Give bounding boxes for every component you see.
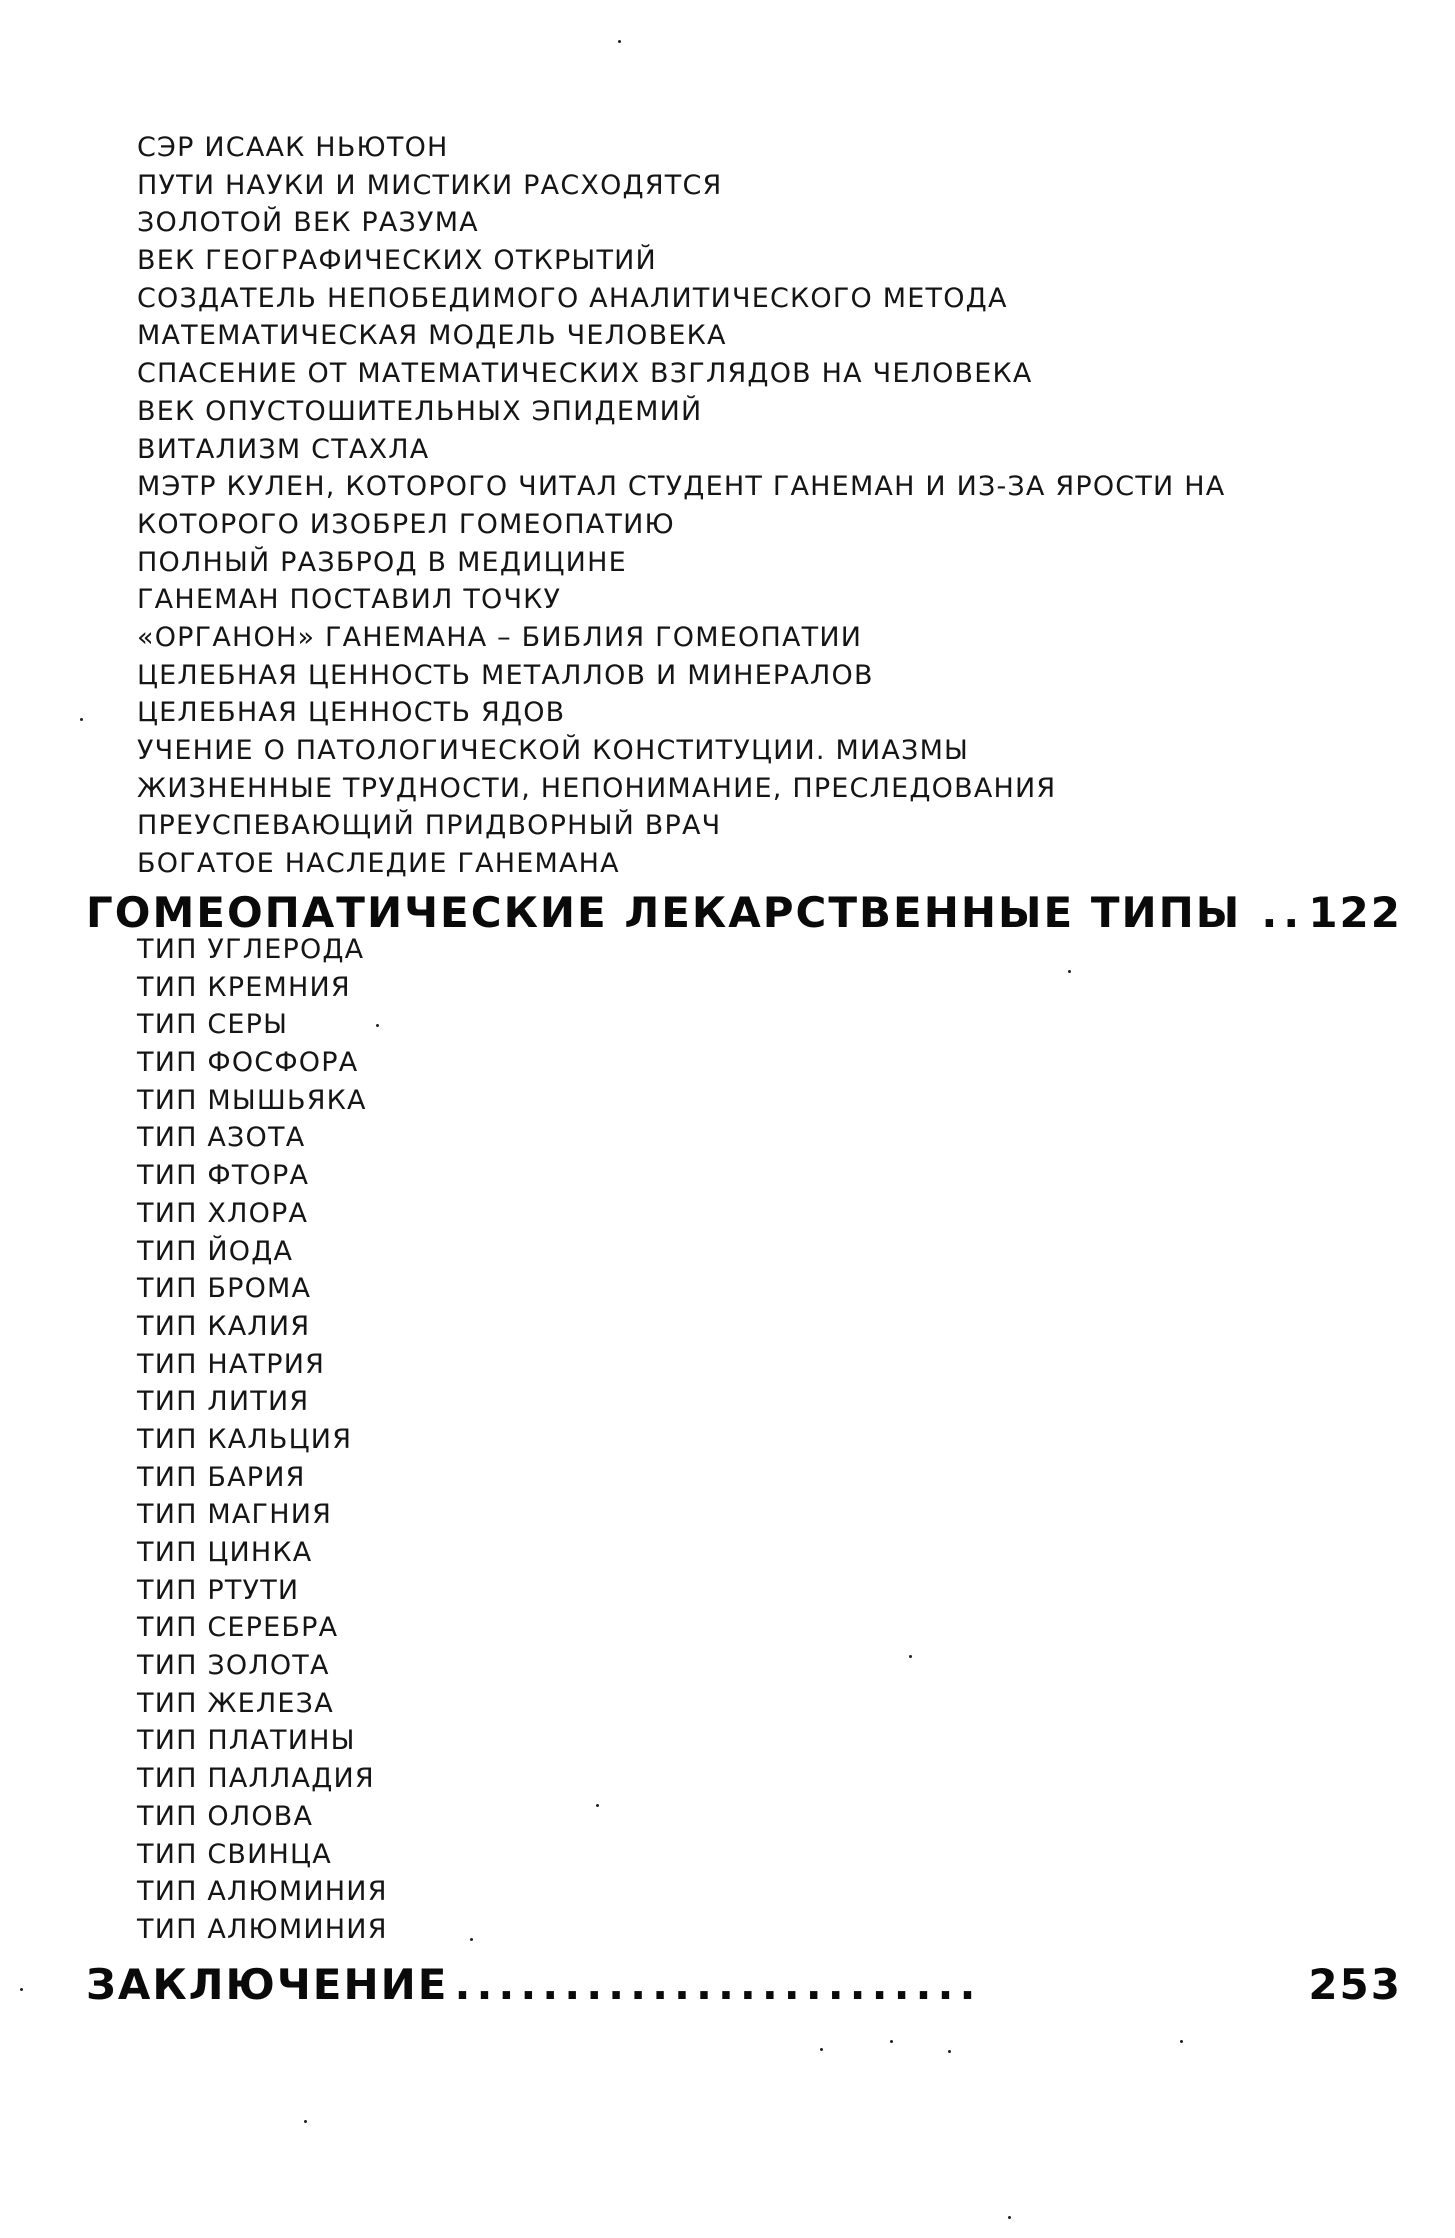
toc-entry: ТИП КАЛИЯ: [137, 1310, 311, 1342]
toc-entry: ТИП ПАЛЛАДИЯ: [137, 1763, 375, 1795]
chapter-leader-dots: ..: [1261, 888, 1306, 937]
toc-entry: СПАСЕНИЕ ОТ МАТЕМАТИЧЕСКИХ ВЗГЛЯДОВ НА ЧЕЛОВЕКА: [137, 358, 1033, 390]
chapter-page-number: 122: [1308, 888, 1402, 937]
toc-entry: ТИП БРОМА: [137, 1273, 312, 1305]
toc-entry: ПРЕУСПЕВАЮЩИЙ ПРИДВОРНЫЙ ВРАЧ: [137, 810, 722, 842]
toc-entry: ГАНЕМАН ПОСТАВИЛ ТОЧКУ: [137, 584, 562, 616]
toc-entry: ТИП ПЛАТИНЫ: [137, 1725, 356, 1757]
toc-entry: ТИП СЕРЫ: [137, 1009, 289, 1041]
toc-entry: УЧЕНИЕ О ПАТОЛОГИЧЕСКОЙ КОНСТИТУЦИИ. МИАЗМЫ: [137, 735, 970, 766]
toc-entry: ЖИЗНЕННЫЕ ТРУДНОСТИ, НЕПОНИМАНИЕ, ПРЕСЛЕДОВАНИЯ: [137, 772, 1057, 804]
toc-entry: ТИП АЛЮМИНИЯ: [137, 1876, 388, 1908]
toc-entry: ТИП ЦИНКА: [137, 1537, 313, 1568]
toc-entry: ЗОЛОТОЙ ВЕК РАЗУМА: [137, 207, 479, 239]
scan-speck: [20, 1988, 23, 1991]
toc-entry: ПУТИ НАУКИ И МИСТИКИ РАСХОДЯТСЯ: [137, 169, 723, 201]
toc-entry: ТИП ФОСФОРА: [137, 1047, 359, 1079]
toc-entry: ТИП ЗОЛОТА: [137, 1650, 330, 1682]
toc-entry: ТИП КАЛЬЦИЯ: [137, 1423, 353, 1455]
chapter-page-number: 253: [1308, 1960, 1402, 2009]
chapter-leader-dots: ........................: [454, 1960, 982, 2009]
toc-section-list: [137, 129, 1225, 883]
toc-entry: ЦЕЛЕБНАЯ ЦЕННОСТЬ МЕТАЛЛОВ И МИНЕРАЛОВ: [137, 659, 874, 691]
scan-speck: [820, 2048, 823, 2051]
toc-entry: МЭТР КУЛЕН, КОТОРОГО ЧИТАЛ СТУДЕНТ ГАНЕМАН И ИЗ-ЗА ЯРОСТИ НА: [137, 471, 1226, 503]
scan-speck: [948, 2050, 951, 2053]
toc-entry: ТИП АЛЮМИНИЯ: [137, 1913, 388, 1945]
toc-entry: ТИП ЙОДА: [137, 1235, 294, 1267]
toc-entry: ТИП НАТРИЯ: [137, 1348, 326, 1380]
scan-speck: [1068, 970, 1071, 973]
toc-entry: ПОЛНЫЙ РАЗБРОД В МЕДИЦИНЕ: [137, 546, 627, 578]
scan-speck: [304, 2120, 307, 2123]
scan-speck: [909, 1655, 912, 1658]
toc-entry: ВЕК ГЕОГРАФИЧЕСКИХ ОТКРЫТИЙ: [137, 245, 657, 277]
toc-entry: ТИП КРЕМНИЯ: [137, 971, 351, 1003]
scan-speck: [890, 2040, 893, 2043]
toc-entry: ТИП ЛИТИЯ: [137, 1386, 310, 1418]
toc-entry: ТИП АЗОТА: [137, 1122, 306, 1154]
scan-speck: [618, 40, 621, 43]
toc-entry: ТИП СВИНЦА: [137, 1838, 332, 1870]
scan-speck: [596, 1804, 599, 1807]
toc-entry: ВЕК ОПУСТОШИТЕЛЬНЫХ ЭПИДЕМИЙ: [137, 395, 703, 427]
toc-entry: ТИП ЖЕЛЕЗА: [137, 1687, 334, 1719]
toc-entry: ТИП ХЛОРА: [137, 1197, 309, 1229]
toc-entry: СОЗДАТЕЛЬ НЕПОБЕДИМОГО АНАЛИТИЧЕСКОГО МЕТОДА: [137, 282, 1008, 314]
scan-speck: [1008, 2216, 1011, 2219]
toc-entry: БОГАТОЕ НАСЛЕДИЕ ГАНЕМАНА: [137, 848, 620, 880]
toc-entry: КОТОРОГО ИЗОБРЕЛ ГОМЕОПАТИЮ: [137, 508, 675, 540]
toc-entry: ТИП ФТОРА: [137, 1160, 310, 1192]
toc-entry: МАТЕМАТИЧЕСКАЯ МОДЕЛЬ ЧЕЛОВЕКА: [137, 320, 727, 352]
toc-types-list: [137, 931, 388, 1949]
toc-entry: ТИП ОЛОВА: [137, 1800, 314, 1832]
toc-entry: СЭР ИСААК НЬЮТОН: [137, 132, 449, 163]
scan-speck: [470, 1938, 473, 1941]
toc-entry: ТИП МЫШЬЯКА: [137, 1084, 367, 1116]
toc-entry: ТИП МАГНИЯ: [137, 1499, 333, 1531]
scan-speck: [80, 718, 83, 721]
chapter-heading-conclusion: [86, 1960, 1402, 2016]
toc-entry: ТИП УГЛЕРОДА: [137, 934, 365, 965]
chapter-title: ГОМЕОПАТИЧЕСКИЕ ЛЕКАРСТВЕННЫЕ ТИПЫ: [86, 888, 1242, 937]
toc-entry: «ОРГАНОН» ГАНЕМАНА – БИБЛИЯ ГОМЕОПАТИИ: [137, 621, 863, 653]
toc-entry: ЦЕЛЕБНАЯ ЦЕННОСТЬ ЯДОВ: [137, 697, 566, 729]
toc-entry: ТИП РТУТИ: [137, 1574, 300, 1606]
toc-entry: ТИП СЕРЕБРА: [137, 1612, 339, 1644]
toc-entry: ТИП БАРИЯ: [137, 1461, 306, 1493]
toc-entry: ВИТАЛИЗМ СТАХЛА: [137, 433, 430, 465]
scan-speck: [1180, 2040, 1183, 2043]
scan-speck: [376, 1024, 379, 1027]
chapter-title: ЗАКЛЮЧЕНИЕ: [86, 1960, 449, 2009]
